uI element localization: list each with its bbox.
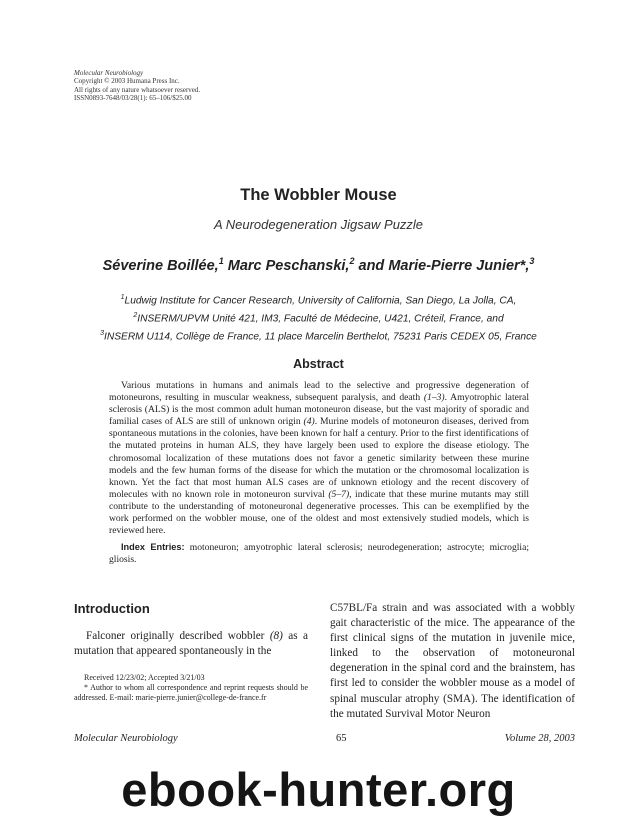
body-text: Falconer originally described wobbler — [86, 630, 270, 642]
page-footer — [74, 733, 575, 744]
index-entries — [109, 541, 529, 566]
correspondence-note: * Author to whom all correspondence and reprint requests should be addressed. E-mail: marie-pierre.junier@college-de-france.fr — [74, 682, 308, 702]
abstract-text: . Amyotrophic lateral sclerosis (ALS) is the most common adult human motoneuron disease, but the vast majority of sporadic and familial cases of ALS are still of unknown origin — [109, 392, 529, 428]
page-number: 65 — [335, 733, 347, 744]
author-affil-mark: 2 — [349, 256, 355, 266]
abstract-body — [109, 380, 529, 537]
affiliation-text: INSERM U114, Collège de France, 11 place Marcelin Berthelot, 75231 Paris CEDEX 05, France — [104, 331, 537, 343]
article-title: The Wobbler Mouse — [240, 186, 397, 204]
abstract-text: , indicate that these murine mutants may still contribute to the understanding of motoneuronal degenerative processes. This can be exemplified by the work performed on the wobbler mouse, one of the oldest and most extensively studied models, which is reviewed here. — [109, 488, 530, 537]
citation-ref: (1–3) — [423, 392, 445, 404]
citation-ref: (8) — [269, 630, 283, 642]
author-name: Séverine Boillée, — [102, 257, 219, 274]
abstract-text: Various mutations in humans and animals lead to the selective and progressive degeneration of motoneurons, resulting in muscular weakness, subsequent paralysis, and death — [109, 380, 529, 404]
citation-ref: (4) — [303, 416, 315, 428]
received-dates: Received 12/23/02; Accepted 3/21/03 — [84, 673, 205, 682]
introduction-heading: Introduction — [74, 601, 150, 616]
copyright-line: Copyright © 2003 Humana Press Inc. — [74, 77, 180, 86]
index-entries-text: motoneuron; amyotrophic lateral sclerosis; neurodegeneration; astrocyte; microglia; gliosis. — [109, 542, 530, 566]
abstract-heading: Abstract — [293, 357, 344, 371]
body-text: as a mutation that appeared spontaneously in the — [74, 630, 308, 658]
rights-line: All rights of any nature whatsoever reserved. — [74, 85, 201, 94]
affiliation-line — [0, 291, 637, 309]
affiliation-text: Ludwig Institute for Cancer Research, University of California, San Diego, La Jolla, CA, — [124, 295, 517, 307]
citation-ref: (5–7) — [328, 488, 350, 500]
abstract-text: . Murine models of motoneuron diseases, derived from spontaneous mutations in the colonies, have been known for half a century. Prior to the first identifications of the mutated proteins in human ALS, they have largely been used to explore the disease etiology. The chromosomal localization of these mutations does not favor a genetic similarity between these murine models and the few human forms of the disease for which the mutation or the chromosomal localization is known. Yet the fact that most human ALS cases are of unknown etiology and the recent discovery of molecules with no known role in motoneuron survival — [109, 416, 530, 500]
affiliation-line — [0, 327, 637, 345]
author-list — [0, 256, 637, 274]
author-separator: and — [358, 257, 385, 274]
author-affil-mark: 1 — [218, 256, 224, 266]
footnote — [74, 673, 308, 702]
footer-journal: Molecular Neurobiology — [74, 733, 178, 744]
author-name: Marc Peschanski, — [227, 257, 350, 274]
affiliation-text: INSERM/UPVM Unité 421, IM3, Faculté de Médecine, U421, Créteil, France, and — [137, 313, 504, 325]
footer-volume: Volume 28, 2003 — [504, 733, 575, 744]
author-name: Marie-Pierre Junier*, — [388, 257, 530, 274]
affiliations — [0, 291, 637, 345]
affiliation-line — [0, 309, 637, 327]
introduction-right-column: C57BL/Fa strain and was associated with a wobbly gait characteristic of the mice. The appearance of the first clinical signs of the mutation in juvenile mice, linked to the observation of motoneuronal degeneration in the spinal cord and the brainstem, has first led to consider the wobbler mouse as a model of spinal muscular atrophy (SMA). The identification of the mutated Survival Motor Neuron — [330, 602, 575, 720]
affiliation-mark: 2 — [133, 311, 138, 319]
affiliation-mark: 3 — [100, 329, 105, 337]
watermark: ebook-hunter.org — [121, 763, 516, 816]
issn-line: ISSN0893-7648/03/28(1): 65–106/$25.00 — [74, 94, 192, 103]
author-affil-mark: 3 — [529, 256, 535, 266]
affiliation-mark: 1 — [120, 294, 125, 301]
journal-info — [74, 69, 200, 103]
index-entries-label: Index Entries: — [121, 542, 185, 552]
journal-name: Molecular Neurobiology — [74, 69, 144, 77]
introduction-left-column — [74, 629, 308, 659]
article-subtitle: A Neurodegeneration Jigsaw Puzzle — [213, 217, 424, 232]
